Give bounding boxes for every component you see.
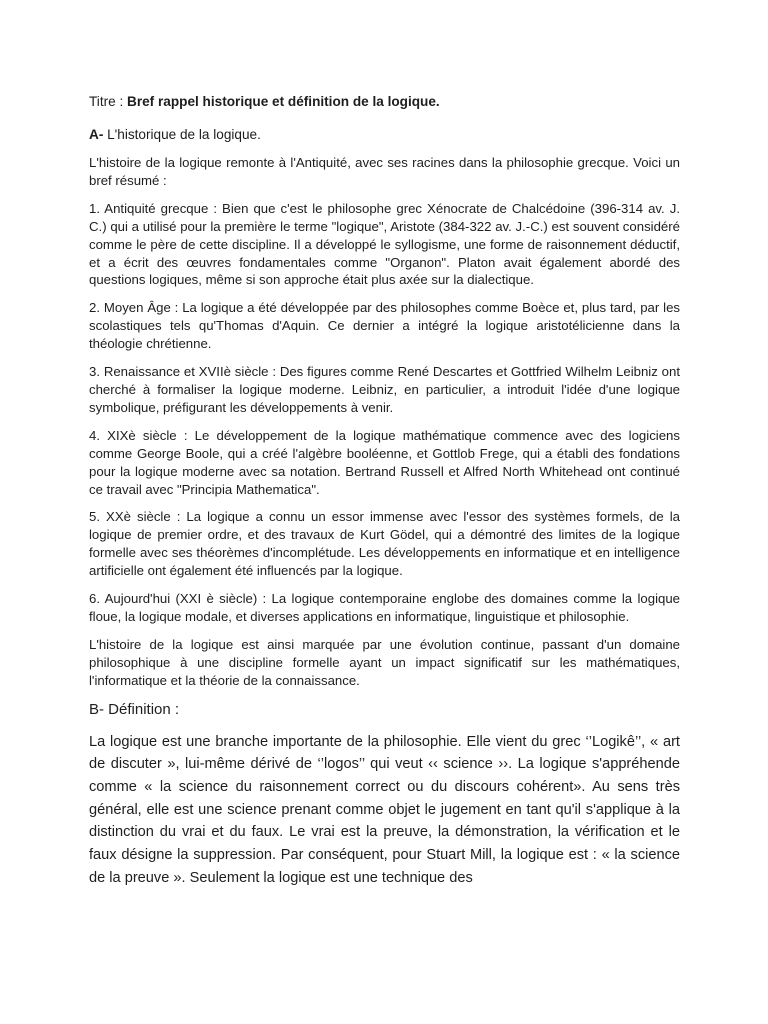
section-a-text: L'historique de la logique.: [107, 127, 261, 142]
title-prefix: Titre :: [89, 94, 128, 109]
section-a-heading: [89, 126, 680, 144]
section-b-heading: [89, 700, 680, 720]
section-b-text: Définition :: [108, 700, 180, 718]
definition-paragraph: La logique est une branche importante de la philosophie. Elle vient du grec ‘’Logikê’’, « art de discuter », lui-même dérivé de ‘’logos’’ qui veut ‹‹ science ››. La logique s'appréhende comme « la science du raisonnement correct ou du discours cohérent». Au sens très général, elle est une science prenant comme objet le jugement en tant qu'il s'applique à la distinction du vrai et du faux. Le vrai est la preuve, la démonstration, la vérification et le faux désigne la suppression. Par conséquent, pour Stuart Mill, la logique est : « la science de la preuve ». Seulement la logique est une technique des: [89, 733, 680, 886]
document-title: [89, 93, 680, 111]
history-20th-century-paragraph: 5. XXè siècle : La logique a connu un essor immense avec l'essor des systèmes formels, de la logique de premier ordre, et des travaux de Kurt Gödel, qui a démontré des limites de la logique formelle avec ses théorèmes d'incomplétude. Les développements en informatique et en intelligence artificielle ont également été influencés par la logique.: [89, 509, 680, 579]
section-b-prefix: B-: [89, 700, 109, 718]
history-middle-ages-paragraph: 2. Moyen Âge : La logique a été développée par des philosophes comme Boèce et, plus tard, par les scolastiques tels qu'Thomas d'Aquin. Ce dernier a intégré la logique aristotélicienne dans la théologie chrétienne.: [89, 300, 680, 352]
history-today-paragraph: 6. Aujourd'hui (XXI è siècle) : La logique contemporaine englobe des domaines comme la logique floue, la logique modale, et diverses applications en informatique, linguistique et philosophie.: [89, 591, 680, 624]
history-antiquity-paragraph: 1. Antiquité grecque : Bien que c'est le philosophe grec Xénocrate de Chalcédoine (396-314 av. J. C.) qui a utilisé pour la première le terme "logique", Aristote (384-322 av. J.-C.) est souvent considéré comme le père de cette discipline. Il a développé le syllogisme, une forme de raisonnement déductif, et a écrit des œuvres fondamentales comme "Organon". Platon avait également abordé des questions logiques, même si son approche était plus axée sur la dialectique.: [89, 200, 680, 288]
history-conclusion-paragraph: L'histoire de la logique est ainsi marquée par une évolution continue, passant d'un domaine philosophique à une discipline formelle ayant un impact significatif sur les mathématiques, l'informatique et la théorie de la connaissance.: [89, 636, 680, 688]
title-text: Bref rappel historique et définition de la logique.: [127, 94, 440, 109]
history-renaissance-paragraph: 3. Renaissance et XVIIè siècle : Des figures comme René Descartes et Gottfried Wilhelm Leibniz ont cherché à formaliser la logique moderne. Leibniz, en particulier, a introduit l'idée d'une logique symbolique, préfigurant les développements à venir.: [89, 364, 680, 415]
history-19th-century-paragraph: 4. XIXè siècle : Le développement de la logique mathématique commence avec des logiciens comme George Boole, qui a créé l'algèbre booléenne, et Gottlob Frege, qui a établi des fondations pour la logique moderne avec sa notation. Bertrand Russell et Alfred North Whitehead ont continué ce travail avec "Principia Mathematica".: [89, 427, 680, 497]
section-a-prefix: A-: [89, 127, 108, 142]
intro-paragraph: L'histoire de la logique remonte à l'Antiquité, avec ses racines dans la philosophie grecque. Voici un bref résumé :: [89, 155, 680, 188]
